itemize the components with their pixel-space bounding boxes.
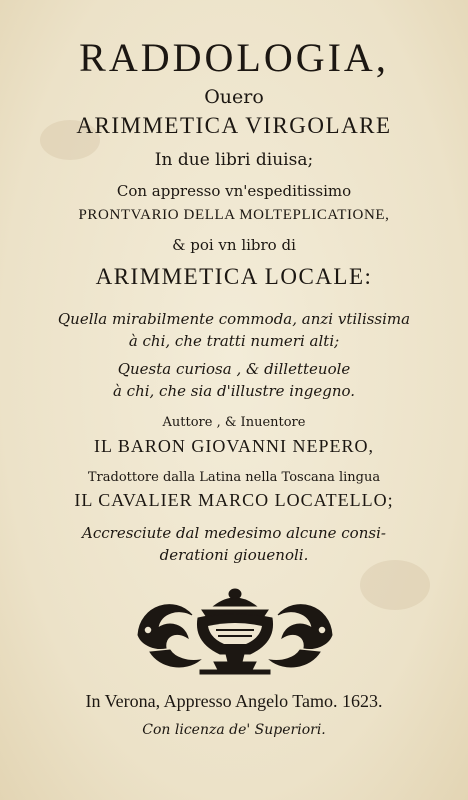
line-accresciute-2: derationi giouenoli. [159, 546, 309, 564]
subtitle: ARIMMETICA VIRGOLARE [76, 113, 392, 138]
translator-name: IL CAVALIER MARCO LOCATELLO; [74, 490, 394, 510]
line-due-libri: In due libri diuisa; [154, 150, 314, 170]
line-locale: ARIMMETICA LOCALE: [95, 264, 373, 289]
line-quella-2: à chi, che tratti numeri alti; [128, 332, 340, 350]
line-quella-1: Quella mirabilmente commoda, anzi vtilissima [57, 310, 411, 328]
book-title: RADDOLOGIA, [79, 35, 389, 80]
ouero-line: Ouero [204, 86, 264, 108]
line-auttore: Auttore , & Inuentore [162, 415, 306, 430]
licenza-line: Con licenza de' Superiori. [142, 722, 326, 738]
author-name: IL BARON GIOVANNI NEPERO, [94, 436, 374, 456]
line-con: Con appresso vn'espeditissimo [116, 182, 352, 200]
line-accresciute-1: Accresciute dal medesimo alcune consi- [82, 524, 386, 542]
line-tradottore: Tradottore dalla Latina nella Toscana lingua [87, 470, 381, 485]
urn-printers-device-icon [130, 580, 340, 680]
line-poi: & poi vn libro di [172, 236, 296, 254]
line-questa-2: à chi, che sia d'illustre ingegno. [112, 382, 356, 400]
imprint-line: In Verona, Appresso Angelo Tamo. 1623. [85, 691, 383, 711]
line-prontuario: PRONTVARIO DELLA MOLTEPLICATIONE, [78, 207, 390, 223]
line-questa-1: Questa curiosa , & dilletteuole [117, 360, 351, 378]
paper-stain [360, 560, 430, 610]
